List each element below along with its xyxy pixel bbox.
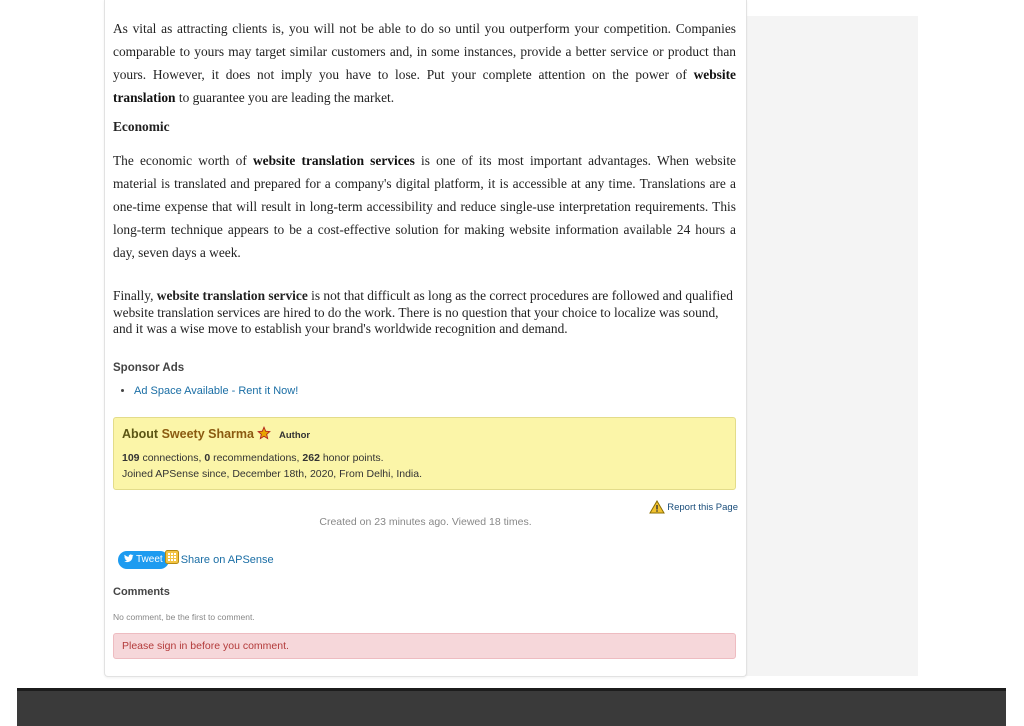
honor-points-count: 262: [302, 452, 320, 464]
connections-label: connections,: [139, 452, 205, 464]
warning-report-icon: [649, 502, 667, 513]
keyword-bold: website translation service: [156, 288, 308, 303]
signin-notice: [113, 633, 736, 659]
paragraph-text: The economic worth of: [113, 153, 253, 168]
no-comment-text: No comment, be the first to comment.: [113, 612, 255, 622]
author-title: [122, 426, 310, 443]
comments-title: Comments: [113, 586, 170, 598]
list-item: [134, 385, 298, 397]
twitter-bird-icon: [124, 554, 136, 565]
author-stats: [122, 452, 384, 464]
tweet-label: Tweet: [136, 553, 163, 565]
article-paragraph: [113, 149, 736, 264]
created-info: Created on 23 minutes ago. Viewed 18 times.: [319, 516, 532, 528]
sponsor-ads-title: Sponsor Ads: [113, 362, 185, 374]
author-box: [113, 417, 736, 490]
recommendations-count: 0: [204, 452, 211, 464]
article-paragraph-conclusion: [113, 288, 736, 338]
apsense-share-icon[interactable]: [165, 550, 179, 569]
author-badge: Author: [279, 430, 311, 441]
ad-space-link[interactable]: Ad Space Available - Rent it Now!: [134, 385, 299, 397]
share-row: [118, 550, 274, 568]
section-heading-economic: Economic: [113, 119, 170, 134]
about-prefix: About: [122, 427, 162, 441]
honor-label: honor points.: [319, 452, 384, 464]
report-page-link[interactable]: [649, 500, 738, 514]
report-label: Report this Page: [667, 502, 738, 513]
signin-text: Please sign in before you comment.: [122, 640, 289, 652]
recommendations-label: recommendations,: [210, 452, 303, 464]
page-footer: [17, 688, 1006, 726]
paragraph-text: As vital as attracting clients is, you will not be able to do so until you outperform your competition. Companies comparable to yours may target similar customers and, in some instances, provide a better service or product than yours. However, it does not imply you have to lose. Put your complete attention on the power of: [113, 21, 736, 82]
paragraph-text: is not that difficult as long as the correct procedures are followed and qualified website translation services are hired to do the work. There is no question that your choice to localize was sound, and it was a wise move to establish your brand's worldwide recognition and demand.: [113, 288, 733, 336]
author-joined: Joined APSense since, December 18th, 2020, From Delhi, India.: [122, 468, 422, 480]
star-icon: [257, 426, 271, 443]
article-card: [104, 0, 747, 677]
article-paragraph: [113, 17, 736, 109]
paragraph-text: to guarantee you are leading the market.: [175, 90, 395, 105]
tweet-button[interactable]: [118, 551, 169, 569]
author-name-link[interactable]: Sweety Sharma: [161, 427, 254, 441]
share-on-apsense-link[interactable]: Share on APSense: [180, 553, 274, 566]
keyword-bold: website translation: [113, 67, 736, 105]
connections-count: 109: [122, 452, 140, 464]
keyword-bold: website translation services: [252, 153, 415, 168]
paragraph-text: is one of its most important advantages. When website material is translated and prepared for a company's digital platform, it is accessible at any time. Translations are a one-time expense that will result in long-term accessibility and reduce single-use interpretation requirements. This long-term technique appears to be a cost-effective solution for making website information available 24 hours a day, seven days a week.: [113, 153, 736, 260]
paragraph-text: Finally,: [113, 288, 157, 303]
right-sidebar: [745, 16, 918, 676]
sponsor-ads-list: [113, 385, 298, 397]
